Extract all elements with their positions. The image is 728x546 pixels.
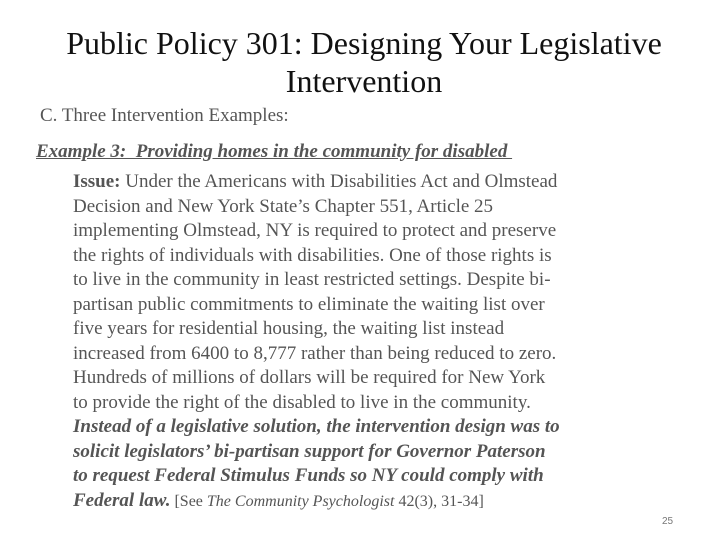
- citation-title: The Community Psychologist: [206, 492, 395, 510]
- body-text: [73, 170, 713, 514]
- body-line: Decision and New York State’s Chapter 551, Article 25: [73, 195, 494, 217]
- body-line: five years for residential housing, the waiting list instead: [73, 318, 505, 339]
- emphasis-line: Instead of a legislative solution, the intervention design was to: [73, 416, 560, 437]
- issue-label: Issue:: [73, 171, 121, 192]
- body-line: increased from 6400 to 8,777 rather than being reduced to zero.: [73, 342, 557, 364]
- section-subhead: C. Three Intervention Examples:: [40, 105, 289, 126]
- body-line: Hundreds of millions of dollars will be required for New York: [73, 367, 546, 388]
- page-number: 25: [662, 516, 674, 527]
- title-line-1: Public Policy 301: Designing Your Legislative: [66, 25, 662, 61]
- emphasis-line: to request Federal Stimulus Funds so NY could comply with: [73, 465, 544, 486]
- body-line: to live in the community in least restricted settings. Despite bi-: [73, 269, 551, 290]
- body-line: to provide the right of the disabled to live in the community.: [73, 391, 531, 413]
- citation-suffix: 42(3), 31-34]: [394, 492, 484, 510]
- body-line: implementing Olmstead, NY is required to protect and preserve: [73, 220, 557, 241]
- body-line: the rights of individuals with disabilities. One of those rights is: [73, 244, 552, 266]
- body-line: [73, 170, 713, 195]
- citation-prefix: [See: [170, 492, 207, 510]
- final-line: [73, 489, 713, 515]
- emphasis-line: Federal law.: [73, 489, 171, 511]
- body-line: partisan public commitments to eliminate the waiting list over: [73, 293, 545, 315]
- slide-title: [0, 24, 728, 100]
- citation: [170, 493, 483, 510]
- body-line-text: Under the Americans with Disabilities Act and Olmstead: [120, 171, 558, 192]
- title-line-2: Intervention: [285, 63, 443, 99]
- example-heading: Example 3: Providing homes in the community for disabled: [36, 141, 513, 162]
- emphasis-line: solicit legislators’ bi-partisan support for Governor Paterson: [73, 440, 546, 462]
